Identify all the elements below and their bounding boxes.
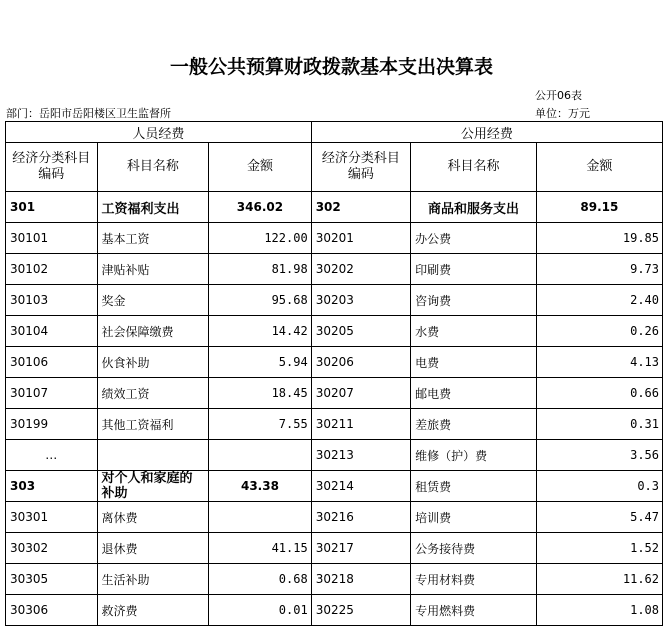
right-code-cell: 30206 [311, 347, 410, 378]
form-code: 公开06表 [535, 89, 582, 102]
left-code-cell: 30305 [6, 564, 98, 595]
table-row [6, 192, 663, 223]
expenditure-table [5, 121, 663, 626]
left-name-cell: 退休费 [97, 533, 209, 564]
department-label: 部门：岳阳市岳阳楼区卫生监督所 [6, 107, 171, 120]
left-code-cell: 30107 [6, 378, 98, 409]
table-row [6, 378, 663, 409]
table-row [6, 254, 663, 285]
right-amount-cell: 0.31 [536, 409, 662, 440]
public-group-header: 公用经费 [311, 122, 662, 143]
right-name-cell: 公务接待费 [411, 533, 537, 564]
right-amount-cell: 5.47 [536, 502, 662, 533]
left-amount-cell [209, 440, 311, 471]
right-name-cell: 电费 [411, 347, 537, 378]
left-code-cell: 30104 [6, 316, 98, 347]
report-title: 一般公共预算财政拨款基本支出决算表 [169, 56, 493, 78]
right-name-cell: 专用材料费 [411, 564, 537, 595]
left-amount-cell: 43.38 [209, 471, 311, 502]
left-amount-cell: 0.68 [209, 564, 311, 595]
right-code-cell: 30205 [311, 316, 410, 347]
table-row [6, 223, 663, 254]
right-code-cell: 30207 [311, 378, 410, 409]
left-name-cell: 对个人和家庭的补助 [97, 471, 209, 502]
left-amount-cell: 81.98 [209, 254, 311, 285]
left-name-cell: 离休费 [97, 502, 209, 533]
left-amount-cell [209, 502, 311, 533]
table-row [6, 409, 663, 440]
left-code-cell: 30306 [6, 595, 98, 626]
col-header-code-left: 经济分类科目编码 [6, 143, 98, 192]
right-code-cell: 30217 [311, 533, 410, 564]
right-code-cell: 30214 [311, 471, 410, 502]
left-name-cell: 其他工资福利 [97, 409, 209, 440]
right-amount-cell: 9.73 [536, 254, 662, 285]
right-code-cell: 30216 [311, 502, 410, 533]
left-name-cell: 奖金 [97, 285, 209, 316]
right-amount-cell: 0.3 [536, 471, 662, 502]
right-code-cell: 30201 [311, 223, 410, 254]
col-header-name-left: 科目名称 [97, 143, 209, 192]
left-code-cell: 30103 [6, 285, 98, 316]
left-name-cell: 工资福利支出 [97, 192, 209, 223]
left-name-cell: 绩效工资 [97, 378, 209, 409]
right-name-cell: 印刷费 [411, 254, 537, 285]
left-name-cell: 基本工资 [97, 223, 209, 254]
left-code-cell: 30302 [6, 533, 98, 564]
table-row [6, 595, 663, 626]
left-amount-cell: 0.01 [209, 595, 311, 626]
right-code-cell: 30211 [311, 409, 410, 440]
left-name-cell: 生活补助 [97, 564, 209, 595]
left-code-cell: 30301 [6, 502, 98, 533]
left-name-cell: 救济费 [97, 595, 209, 626]
col-header-amount-left: 金额 [209, 143, 311, 192]
col-header-code-right: 经济分类科目编码 [311, 143, 410, 192]
right-name-cell: 差旅费 [411, 409, 537, 440]
table-row [6, 564, 663, 595]
right-amount-cell: 0.26 [536, 316, 662, 347]
left-code-cell: 303 [6, 471, 98, 502]
group-header-row [6, 122, 663, 143]
left-code-cell: 301 [6, 192, 98, 223]
right-name-cell: 咨询费 [411, 285, 537, 316]
col-header-amount-right: 金额 [536, 143, 662, 192]
table-row [6, 502, 663, 533]
left-name-cell: 社会保障缴费 [97, 316, 209, 347]
left-code-cell: 30101 [6, 223, 98, 254]
left-name-cell: 伙食补助 [97, 347, 209, 378]
left-code-cell: 30102 [6, 254, 98, 285]
right-code-cell: 30203 [311, 285, 410, 316]
right-amount-cell: 4.13 [536, 347, 662, 378]
left-amount-cell: 41.15 [209, 533, 311, 564]
right-amount-cell: 2.40 [536, 285, 662, 316]
left-amount-cell: 5.94 [209, 347, 311, 378]
right-amount-cell: 19.85 [536, 223, 662, 254]
right-name-cell: 专用燃料费 [411, 595, 537, 626]
right-name-cell: 培训费 [411, 502, 537, 533]
left-amount-cell: 346.02 [209, 192, 311, 223]
right-amount-cell: 11.62 [536, 564, 662, 595]
right-name-cell: 维修（护）费 [411, 440, 537, 471]
right-code-cell: 30225 [311, 595, 410, 626]
right-code-cell: 30213 [311, 440, 410, 471]
table-row [6, 440, 663, 471]
right-name-cell: 商品和服务支出 [411, 192, 537, 223]
table-row [6, 285, 663, 316]
right-code-cell: 30202 [311, 254, 410, 285]
column-header-row [6, 143, 663, 192]
right-amount-cell: 0.66 [536, 378, 662, 409]
left-amount-cell: 14.42 [209, 316, 311, 347]
left-code-cell: … [6, 440, 98, 471]
right-name-cell: 邮电费 [411, 378, 537, 409]
left-code-cell: 30106 [6, 347, 98, 378]
right-code-cell: 30218 [311, 564, 410, 595]
right-name-cell: 水费 [411, 316, 537, 347]
table-row [6, 471, 663, 502]
left-amount-cell: 122.00 [209, 223, 311, 254]
left-amount-cell: 95.68 [209, 285, 311, 316]
right-amount-cell: 89.15 [536, 192, 662, 223]
left-name-cell: 津贴补贴 [97, 254, 209, 285]
right-amount-cell: 1.08 [536, 595, 662, 626]
right-amount-cell: 3.56 [536, 440, 662, 471]
right-amount-cell: 1.52 [536, 533, 662, 564]
right-name-cell: 租赁费 [411, 471, 537, 502]
left-code-cell: 30199 [6, 409, 98, 440]
left-amount-cell: 7.55 [209, 409, 311, 440]
left-name-cell [97, 440, 209, 471]
col-header-name-right: 科目名称 [411, 143, 537, 192]
unit-label: 单位：万元 [535, 107, 590, 120]
right-name-cell: 办公费 [411, 223, 537, 254]
left-amount-cell: 18.45 [209, 378, 311, 409]
personnel-group-header: 人员经费 [6, 122, 312, 143]
table-row [6, 316, 663, 347]
table-row [6, 533, 663, 564]
right-code-cell: 302 [311, 192, 410, 223]
table-row [6, 347, 663, 378]
